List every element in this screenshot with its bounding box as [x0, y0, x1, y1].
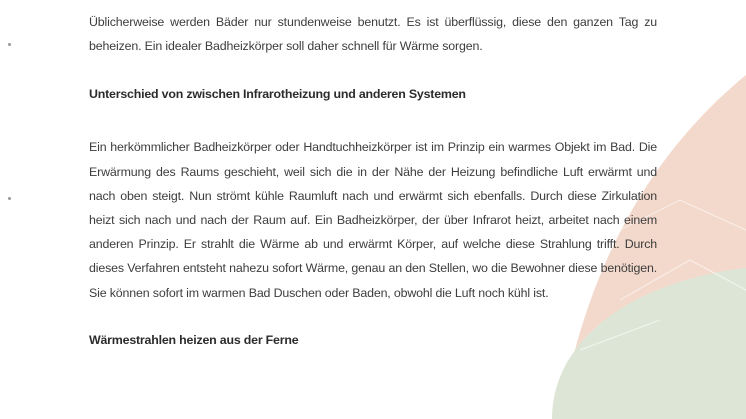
- margin-dot-1: [8, 43, 11, 46]
- article-content: [89, 10, 657, 349]
- margin-dot-2: [8, 197, 11, 200]
- section-heading-infrared-comparison: Unterschied von zwischen Infrarotheizung und anderen Systemen: [89, 87, 466, 102]
- intro-paragraph: Üblicherweise werden Bäder nur stundenweise benutzt. Es ist überflüssig, diese den ganzen Tag zu beheizen. Ein idealer Badheizkörper soll daher schnell für Wärme sorgen.: [89, 15, 657, 54]
- infrared-comparison-paragraph: Ein herkömmlicher Badheizkörper oder Handtuchheizkörper ist im Prinzip ein warmes Objekt im Bad. Die Erwärmung des Raums geschieht, weil sich die in der Nähe der Heizung befindliche Luft erwärmt und nach oben steigt. Nun strömt kühle Raumluft nach und erwärmt sich ebenfalls. Durch diese Zirkulation heizt sich nach und nach der Raum auf. Ein Badheizkörper, der über Infrarot heizt, arbeitet nach einem anderen Prinzip. Er strahlt die Wärme ab und erwärmt Körper, auf welche diese Strahlung trifft. Durch dieses Verfahren entsteht nahezu sofort Wärme, genau an den Stellen, wo die Bewohner diese benötigen. Sie können sofort im warmen Bad Duschen oder Baden, obwohl die Luft noch kühl ist.: [89, 140, 657, 300]
- section-heading-heat-radiation: Wärmestrahlen heizen aus der Ferne: [89, 332, 299, 347]
